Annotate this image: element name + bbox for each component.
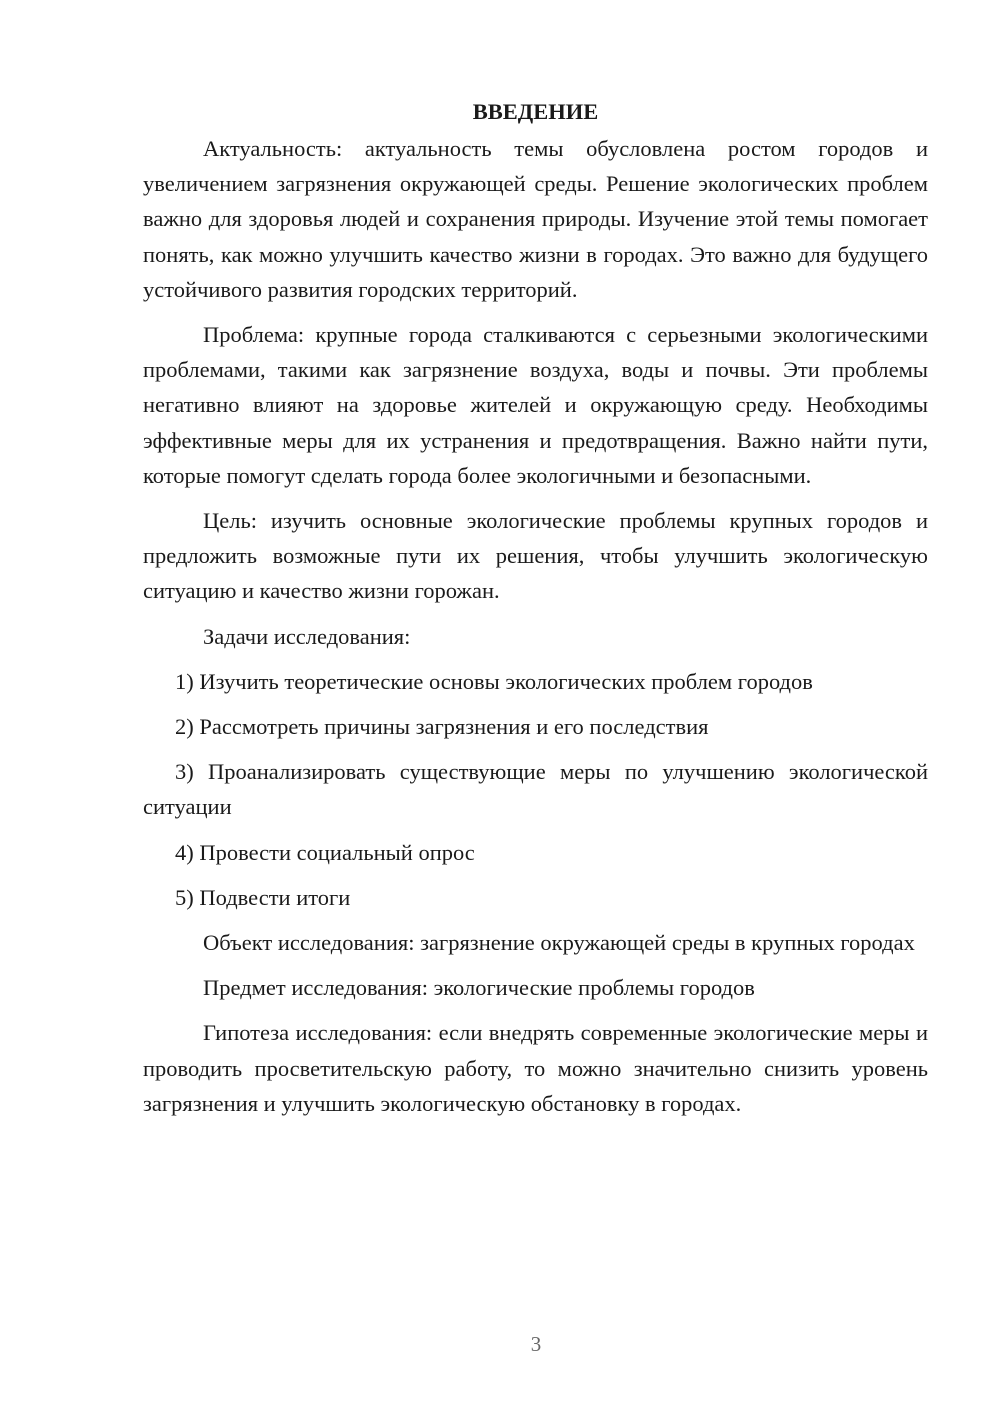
list-item: 2) Рассмотреть причины загрязнения и его последствия: [175, 714, 709, 740]
list-item: 4) Провести социальный опрос: [175, 839, 475, 865]
goal-paragraph: Цель: изучить основные экологические проблемы крупных городов и предложить возможные пути их решения, чтобы улучшить экологическую ситуацию и качество жизни горожан.: [143, 508, 928, 604]
relevance-paragraph: Актуальность: актуальность темы обусловлена ростом городов и увеличением загрязнения окружающей среды. Решение экологических проблем важно для здоровья людей и сохранения природы. Изучение этой темы помогает понять, как можно улучшить качество жизни в городах. Это важно для будущего устойчивого развития городских территорий.: [143, 136, 928, 302]
page-content: [143, 94, 928, 1131]
page-number: 3: [530, 1332, 542, 1356]
subject-paragraph: Предмет исследования: экологические проблемы городов: [203, 975, 755, 1001]
list-item: 5) Подвести итоги: [175, 884, 351, 910]
problem-paragraph: Проблема: крупные города сталкиваются с серьезными экологическими проблемами, такими как загрязнение воздуха, воды и почвы. Эти проблемы негативно влияют на здоровье жителей и окружающую среду. Необходимы эффективные меры для их устранения и предотвращения. Важно найти пути, которые помогут сделать города более экологичными и безопасными.: [143, 322, 928, 488]
tasks-heading: Задачи исследования:: [203, 623, 411, 649]
hypothesis-paragraph: Гипотеза исследования: если внедрять современные экологические меры и проводить просветительскую работу, то можно значительно снизить уровень загрязнения и улучшить экологическую обстановку в городах.: [143, 1020, 928, 1116]
list-item: 3) Проанализировать существующие меры по улучшению экологической ситуации: [143, 759, 928, 820]
tasks-list: [143, 664, 928, 915]
page-title: ВВЕДЕНИЕ: [472, 99, 599, 124]
object-paragraph: Объект исследования: загрязнение окружающей среды в крупных городах: [203, 930, 915, 956]
list-item: 1) Изучить теоретические основы экологических проблем городов: [175, 668, 813, 694]
